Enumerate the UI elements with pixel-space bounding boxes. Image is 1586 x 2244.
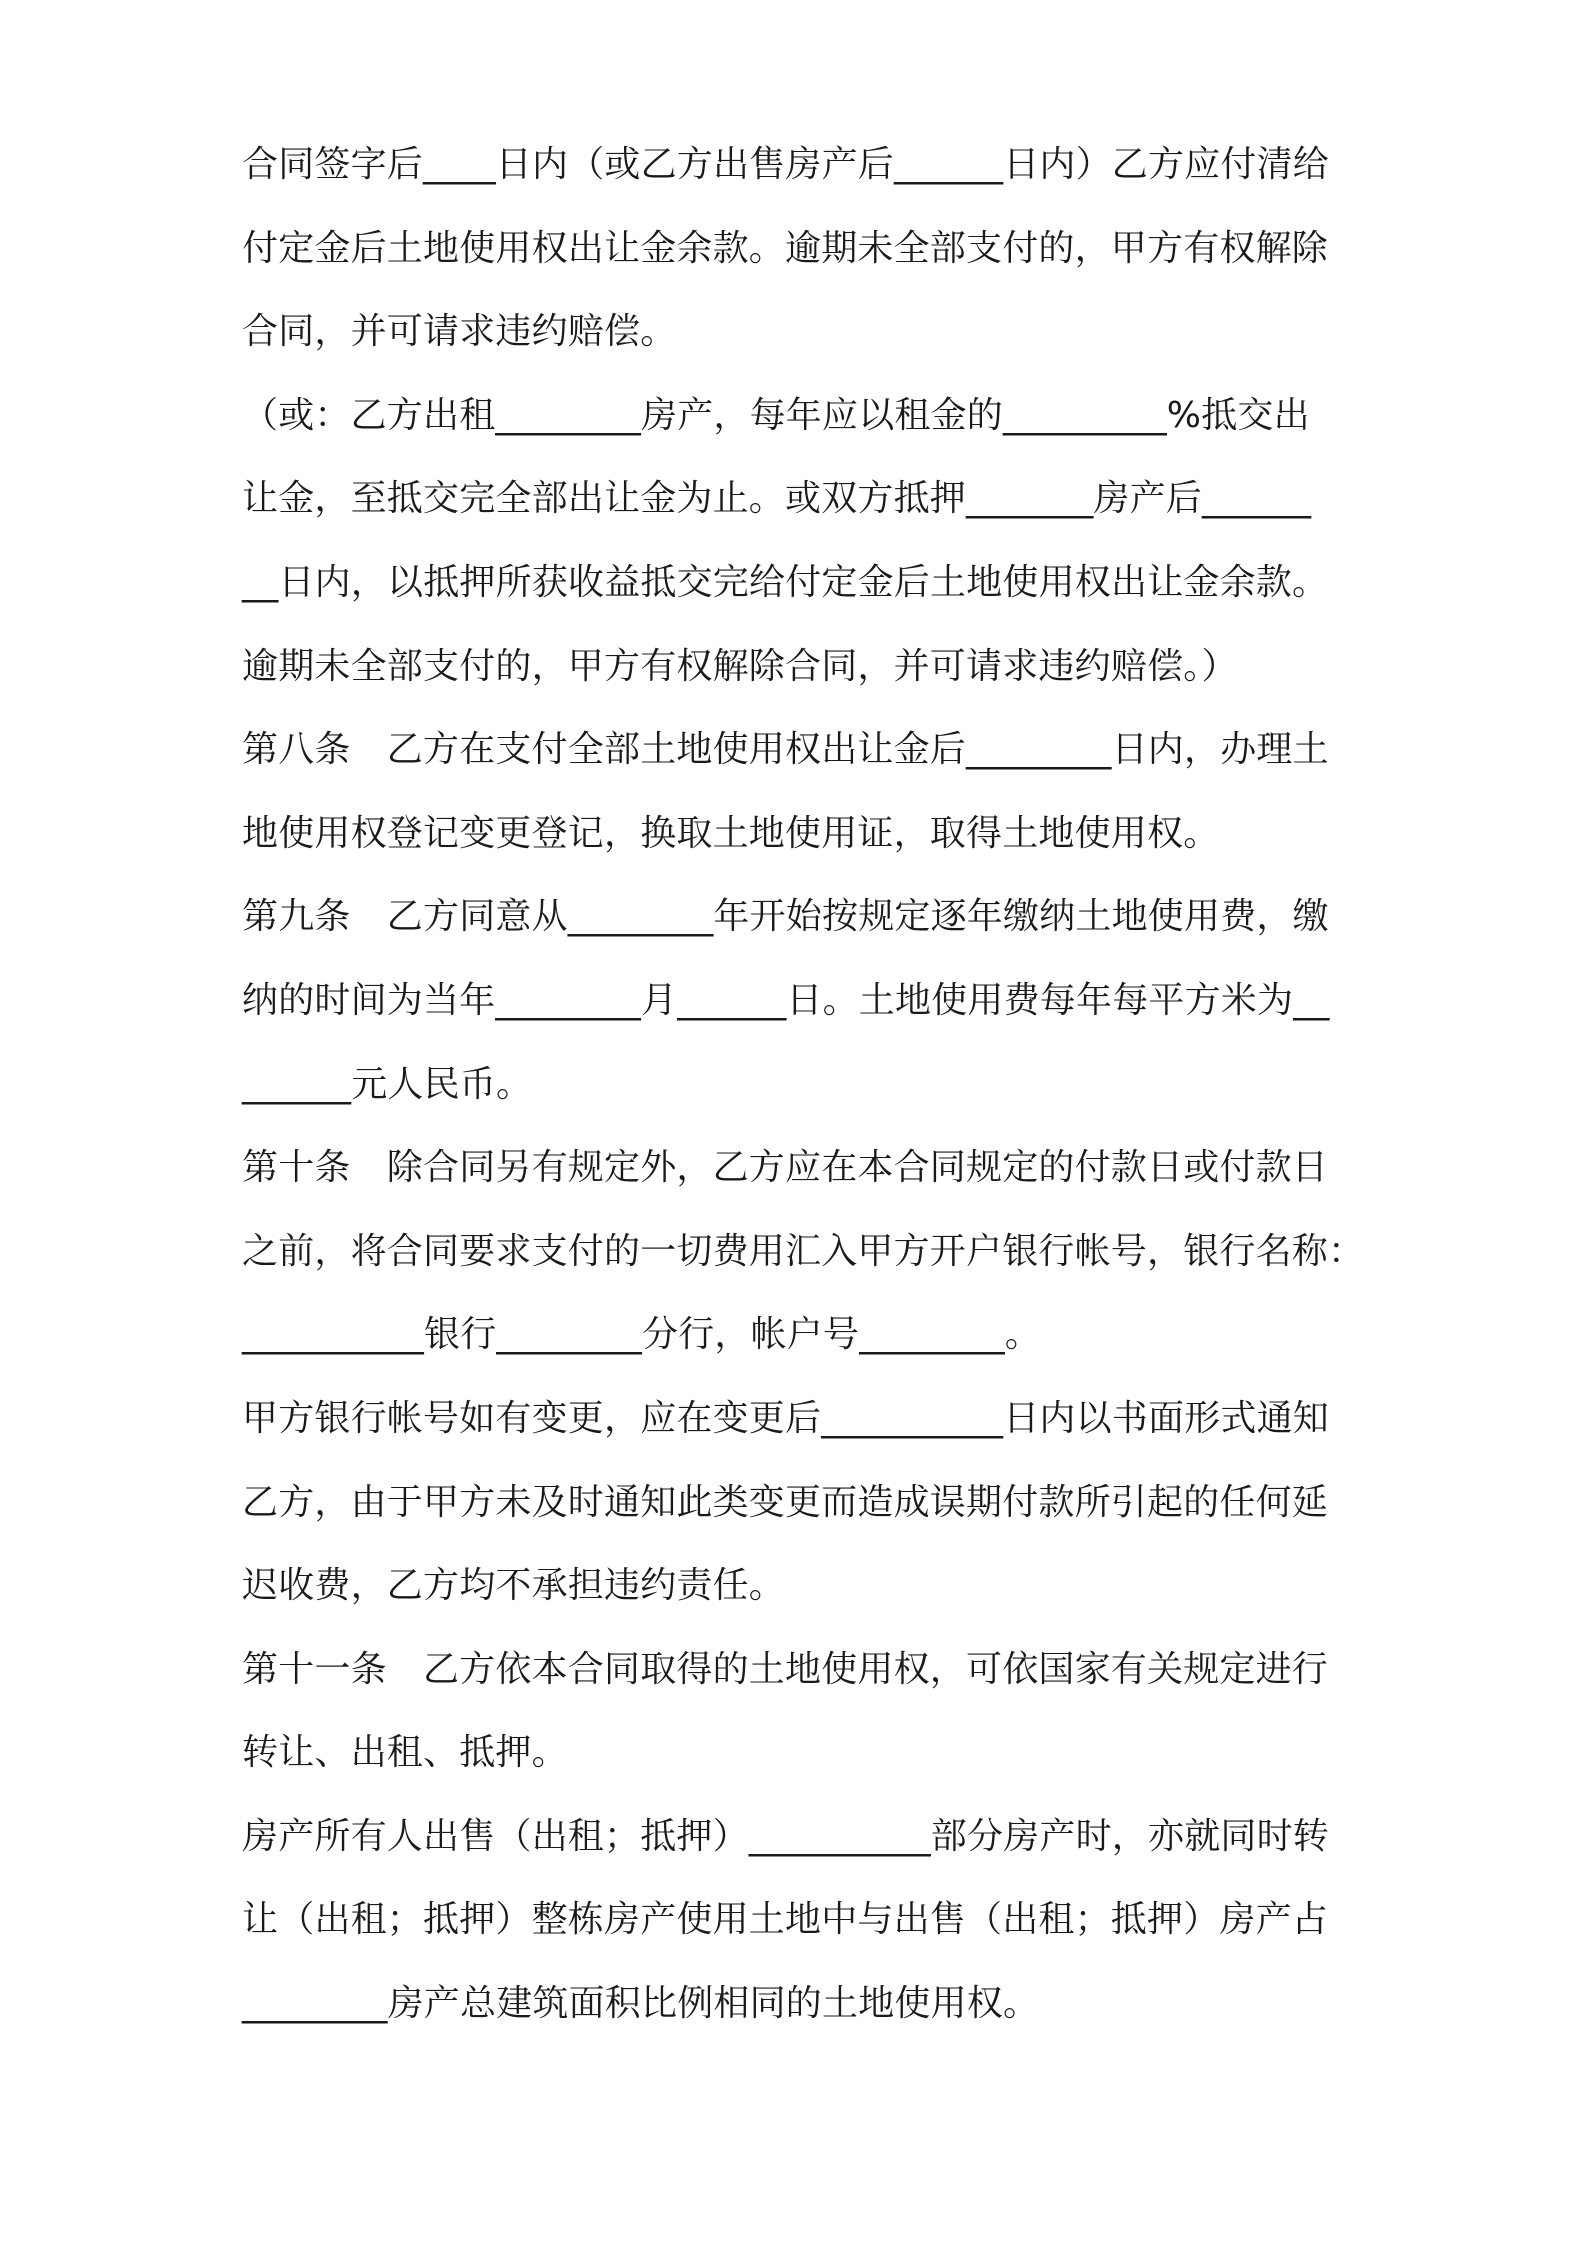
text-line: 纳的时间为当年________月______日。土地使用费每年每平方米为__: [242, 979, 1330, 1021]
article-8-line: 第八条 乙方在支付全部土地使用权出让金后________日内，办理土: [242, 729, 1329, 771]
text-line: 房产所有人出售（出租；抵押）__________部分房产时，亦就同时转: [242, 1815, 1330, 1857]
text-line: ______元人民币。: [242, 1063, 533, 1105]
text-line: 甲方银行帐号如有变更，应在变更后__________日内以书面形式通知: [242, 1397, 1330, 1439]
text-line: 转让、出租、抵押。: [242, 1732, 568, 1774]
article-11-line: 第十一条 乙方依本合同取得的土地使用权，可依国家有关规定进行: [242, 1648, 1329, 1690]
text-line: 合同签字后____日内（或乙方出售房产后______日内）乙方应付清给: [242, 144, 1330, 185]
text-line: 付定金后土地使用权出让金余款。逾期未全部支付的，甲方有权解除: [242, 227, 1329, 269]
text-line: 让金，至抵交完全部出让金为止。或双方抵押_______房产后______: [242, 478, 1312, 520]
text-line: 乙方，由于甲方未及时通知此类变更而造成误期付款所引起的任何延: [242, 1481, 1329, 1523]
text-line: 逾期未全部支付的，甲方有权解除合同，并可请求违约赔偿。）: [242, 645, 1238, 687]
text-line: （或：乙方出租________房产，每年应以租金的_________%抵交出: [242, 394, 1310, 436]
text-line: 迟收费，乙方均不承担违约责任。: [242, 1565, 786, 1607]
article-9-line: 第九条 乙方同意从________年开始按规定逐年缴纳土地使用费，缴: [242, 896, 1329, 938]
text-line: ________房产总建筑面积比例相同的土地使用权。: [242, 1983, 1040, 2025]
contract-body: [242, 123, 1367, 2046]
text-line: 之前，将合同要求支付的一切费用汇入甲方开户银行帐号，银行名称：: [242, 1230, 1365, 1272]
text-line: __日内，以抵押所获收益抵交完给付定金后土地使用权出让金余款。: [242, 561, 1329, 603]
text-line: __________银行________分行，帐户号________。: [242, 1314, 1042, 1356]
text-line: 合同，并可请求违约赔偿。: [242, 311, 677, 353]
text-line: 让（出租；抵押）整栋房产使用土地中与出售（出租；抵押）房产占: [242, 1899, 1329, 1941]
text-line: 地使用权登记变更登记，换取土地使用证，取得土地使用权。: [242, 812, 1220, 854]
article-10-line: 第十条 除合同另有规定外，乙方应在本合同规定的付款日或付款日: [242, 1147, 1329, 1189]
